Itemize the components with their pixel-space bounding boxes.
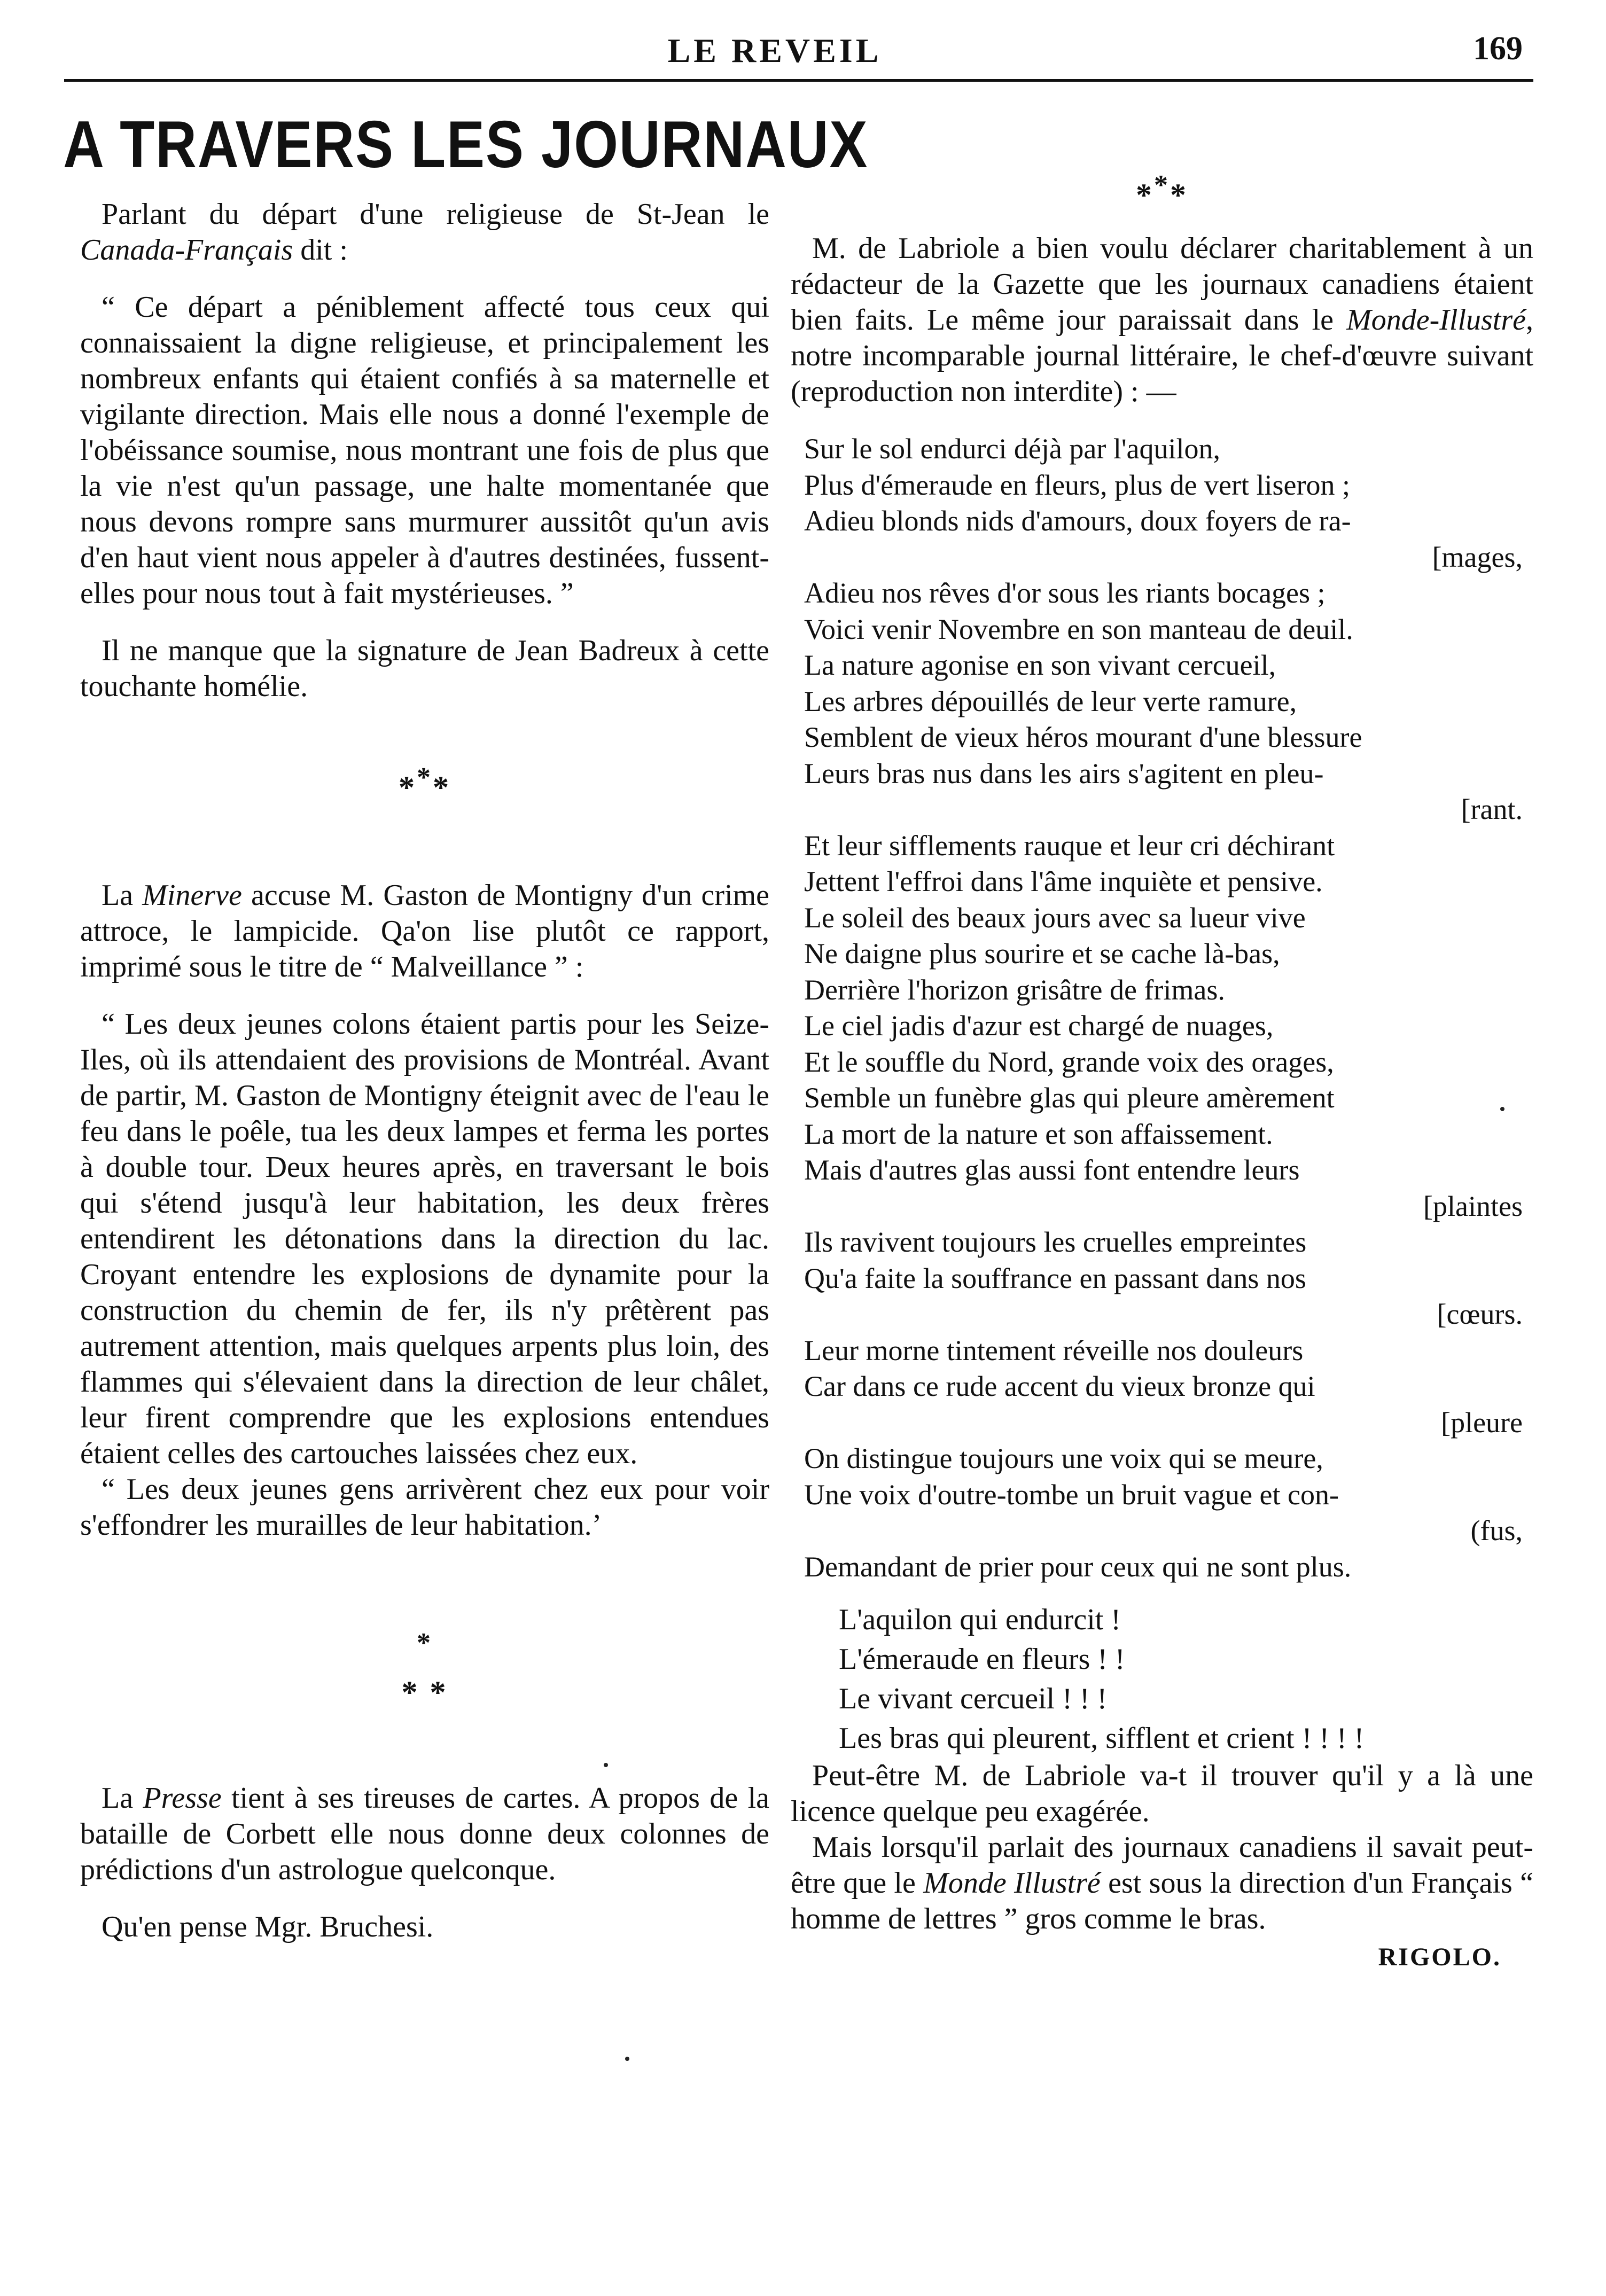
poem-line: La nature agonise en son vivant cercueil,: [804, 649, 1276, 681]
asterism-divider: * * *: [401, 1628, 448, 1710]
poem: [791, 431, 1533, 1585]
poem-line: Une voix d'outre-tombe un bruit vague et con-: [804, 1478, 1339, 1511]
poem-line: Demandant de prier pour ceux qui ne sont plus.: [804, 1550, 1352, 1583]
asterism-divider: ***: [399, 762, 451, 805]
exclamation-line: Le vivant cercueil ! ! !: [839, 1682, 1108, 1715]
poem-line: Jettent l'effroi dans l'âme inquiète et pensive.: [804, 865, 1323, 897]
poem-line-continuation: [cœurs.: [1437, 1298, 1523, 1330]
poem-line-continuation: [pleure: [1441, 1406, 1523, 1439]
exclamation-list: [791, 1600, 1533, 1758]
paragraph-bruchesi: Qu'en pense Mgr. Bruchesi.: [102, 1910, 434, 1943]
poem-line: Leur morne tintement réveille nos douleurs: [804, 1334, 1304, 1366]
exclamation-line: L'aquilon qui endurcit !: [839, 1603, 1121, 1636]
poem-line-continuation: (fus,: [1470, 1514, 1523, 1547]
right-column: [791, 170, 1534, 1972]
poem-line-continuation: [plaintes: [1423, 1190, 1523, 1222]
poem-line: Adieu nos rêves d'or sous les riants bocages ;: [804, 577, 1326, 609]
paragraph-badreux: Il ne manque que la signature de Jean Badreux à cette touchante homélie.: [80, 634, 769, 703]
poem-line: Et leur sifflements rauque et leur cri déchirant: [804, 829, 1335, 862]
quote-habitation: “ Les deux jeunes gens arrivèrent chez eux pour voir s'effondrer les murailles de leur habitation.’: [80, 1473, 769, 1542]
newspaper-name: Presse: [143, 1782, 222, 1815]
poem-line: Plus d'émeraude en fleurs, plus de vert liseron ;: [804, 468, 1350, 501]
poem-line: Et le souffle du Nord, grande voix des orages,: [804, 1045, 1334, 1078]
running-header-title: LE REVEIL: [667, 32, 882, 69]
asterism-divider: ***: [1136, 170, 1188, 213]
exclamation-line: L'émeraude en fleurs ! !: [839, 1643, 1125, 1676]
poem-line: Mais d'autres glas aussi font entendre leurs: [804, 1154, 1300, 1186]
print-speck: [604, 1763, 608, 1767]
poem-line: Sur le sol endurci déjà par l'aquilon,: [804, 433, 1221, 465]
paragraph-monde-illustre: Mais lorsqu'il parlait des journaux canadiens il savait peut-être que le Monde Illustré est sous la direction d'un Français “ homme de lettres ” gros comme le bras.: [791, 1831, 1534, 1935]
exclamation-line: Les bras qui pleurent, sifflent et crient ! ! ! !: [839, 1722, 1365, 1755]
print-speck: [625, 2057, 629, 2061]
newspaper-name: Minerve: [142, 879, 242, 912]
poem-line: Les arbres dépouillés de leur verte ramure,: [804, 685, 1297, 717]
poem-line: Le soleil des beaux jours avec sa lueur vive: [804, 901, 1306, 934]
paragraph-presse: La Presse tient à ses tireuses de cartes. A propos de la bataille de Corbett elle nous donne deux colonnes de prédictions d'un astrologue quelconque.: [80, 1782, 769, 1886]
poem-line: Semble un funèbre glas qui pleure amèrement: [804, 1082, 1335, 1114]
paragraph-labriole: M. de Labriole a bien voulu déclarer charitablement à un rédacteur de la Gazette que les journaux canadiens étaient bien faits. Le même jour paraissait dans le Monde-Illustré, notre incomparable journal littéraire, le chef-d'œuvre suivant (reproduction non interdite) : —: [791, 232, 1533, 408]
poem-line: Ne daigne plus sourire et se cache là-bas,: [804, 938, 1280, 970]
author-signature: RIGOLO.: [1378, 1943, 1501, 1971]
quote-religieuse: “ Ce départ a péniblement affecté tous ceux qui connaissaient la digne religieuse, et principalement les nombreux enfants qui étaient confiés à sa maternelle et vigilante direction. Mais elle nous a donné l'exemple de l'obéissance soumise, nous montrant une fois de plus que la vie n'est qu'un passage, une halte momentanée que nous devons rompre sans murmurer aussitôt qu'un avis d'en haut vient nous appeler à d'autres destinées, fussent-elles pour nous tout à fait mystérieuses. ”: [80, 291, 769, 610]
paragraph-licence: Peut-être M. de Labriole va-t il trouver qu'il y a là une licence quelque peu exagérée.: [791, 1759, 1533, 1828]
poem-line: La mort de la nature et son affaissement.: [804, 1118, 1273, 1150]
poem-line: Car dans ce rude accent du vieux bronze qui: [804, 1370, 1315, 1402]
page-number: 169: [1473, 30, 1523, 67]
poem-line: Ils ravivent toujours les cruelles empreintes: [804, 1226, 1307, 1258]
header-rule: [64, 79, 1533, 82]
quote-colons: “ Les deux jeunes colons étaient partis pour les Seize-Iles, où ils attendaient des provisions de Montréal. Avant de partir, M. Gaston de Montigny éteignit avec de l'eau le feu dans le poêle, tua les deux lampes et ferma les portes à double tour. Deux heures après, en traversant le bois qui s'étend jusqu'à leur habitation, les deux frères entendirent les détonations dans la direction du lac. Croyant entendre les explosions de dynamite pour la construction du chemin de fer, ils n'y prêtèrent pas autrement attention, mais quelques arpents plus loin, des flammes qui s'élevaient dans la direction de leur châlet, leur firent comprendre que les explosions entendues étaient celles des cartouches laissées chez eux.: [80, 1008, 769, 1470]
poem-line: Adieu blonds nids d'amours, doux foyers de ra-: [804, 505, 1351, 537]
paragraph-religieuse-intro: Parlant du départ d'une religieuse de St-Jean le Canada-Français dit :: [80, 198, 769, 267]
poem-line-continuation: [mages,: [1432, 541, 1523, 573]
newspaper-name: Canada-Français: [80, 233, 293, 267]
poem-line: Qu'a faite la souffrance en passant dans nos: [804, 1262, 1306, 1294]
poem-line-continuation: [rant.: [1461, 793, 1523, 825]
poem-line: On distingue toujours une voix qui se meure,: [804, 1442, 1323, 1474]
section-title: A TRAVERS LES JOURNAUX: [63, 108, 869, 182]
poem-line: Voici venir Novembre en son manteau de deuil.: [804, 613, 1353, 645]
poem-line: Leurs bras nus dans les airs s'agitent en pleu-: [804, 757, 1324, 790]
poem-line: Derrière l'horizon grisâtre de frimas.: [804, 973, 1225, 1006]
newspaper-name: Monde Illustré: [923, 1867, 1101, 1900]
print-speck: [1500, 1107, 1504, 1111]
left-column: [80, 197, 769, 1966]
newspaper-name: Monde-Illustré: [1346, 303, 1526, 337]
poem-line: Semblent de vieux héros mourant d'une blessure: [804, 721, 1362, 753]
poem-line: Le ciel jadis d'azur est chargé de nuages,: [804, 1010, 1274, 1042]
paragraph-minerve: La Minerve accuse M. Gaston de Montigny d'un crime attroce, le lampicide. Qa'on lise plutôt ce rapport, imprimé sous le titre de “ Malveillance ” :: [80, 879, 769, 983]
